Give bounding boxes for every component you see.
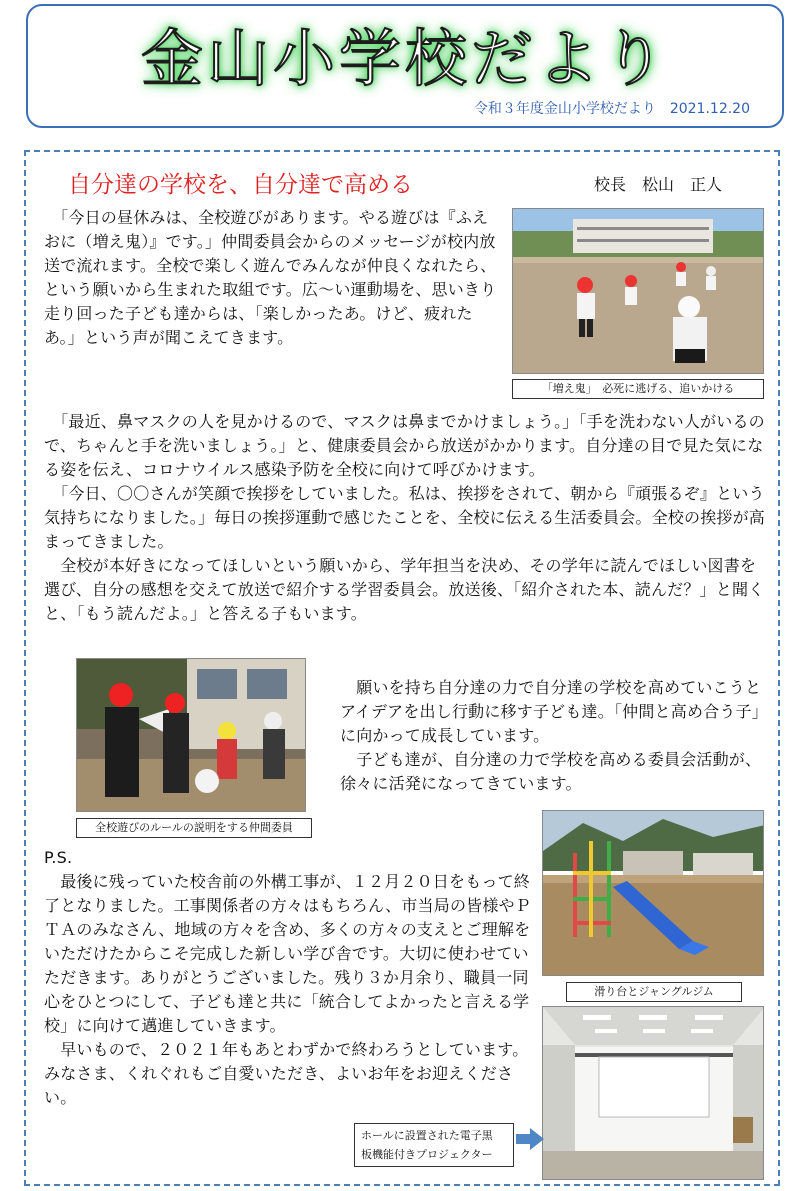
photo-rules-image bbox=[77, 659, 306, 812]
caption-tag-game: 「増え鬼」 必死に逃げる、追いかける bbox=[512, 379, 764, 399]
photo-tag-game bbox=[512, 208, 764, 374]
paragraph-tag-game: 「今日の昼休みは、全校遊びがあります。やる遊びは『ふえおに（増え鬼）』です。」仲間委員会からのメッセージが校内放送で流れます。全校で楽しく遊んでみんなが仲良くなれたら、という願いから生まれた取組です。広～い運動場を、思いきり走り回った子ども達からは、「楽しかったあ。けど、疲れたあ。」という声が聞こえてきます。 bbox=[44, 208, 497, 347]
photo-playground-image bbox=[543, 811, 764, 976]
photo-playground bbox=[542, 810, 764, 976]
masthead bbox=[26, 4, 784, 128]
paragraph-postscript: P.S. 最後に残っていた校舎前の外構工事が、１２月２０日をもって終了となりました。工事関係者の方々はもちろん、市当局の皆様やＰＴＡのみなさん、地域の方々を含め、多くの方々の支えとご理解をいただけたからこそ完成した新しい学び舎です。大切に使わせていただきます。ありがとうございました。残り３か月余り、職員一同心をひとつにして、子ども達と共に「統合してよかったと言える学校」に向けて邁進していきます。 早いもので、２０２１年もあとわずかで終わろうとしています。みなさま、くれぐれもご自愛いただき、よいお年をお迎えください。 bbox=[44, 848, 531, 1107]
article-headline: 自分達の学校を、自分達で高める bbox=[68, 172, 413, 198]
newsletter-title: 金山小学校だより bbox=[140, 22, 669, 95]
issue-date-line: 令和３年度金山小学校だより 2021.12.20 bbox=[473, 101, 750, 117]
article-author: 校長 松山 正人 bbox=[594, 175, 723, 194]
photo-tag-game-image bbox=[513, 209, 764, 374]
arrow-right-icon bbox=[516, 1128, 544, 1150]
photo-rules-explanation bbox=[76, 658, 306, 812]
caption-rules-explanation: 全校遊びのルールの説明をする仲間委員 bbox=[76, 818, 312, 838]
caption-playground: 滑り台とジャングルジム bbox=[566, 982, 742, 1002]
photo-hall-image bbox=[543, 1007, 764, 1180]
paragraph-growth: 願いを持ち自分達の力で自分達の学校を高めていこうとアイデアを出し行動に移す子ども達。「仲間と高め合う子」に向かって成長しています。 子ども達が、自分達の力で学校を高める委員会活動が、徐々に活発になってきています。 bbox=[340, 678, 768, 793]
caption-hall-projector: ホールに設置された電子黒 板機能付きプロジェクター bbox=[354, 1123, 514, 1167]
photo-hall-projector bbox=[542, 1006, 764, 1180]
paragraph-committees: 「最近、鼻マスクの人を見かけるので、マスクは鼻までかけましょう。」「手を洗わない人がいるので、ちゃんと手を洗いましょう。」と、健康委員会から放送がかかります。自分達の目で見た気になる姿を伝え、コロナウイルス感染予防を全校に向けて呼びかけます。 「今日、〇〇さんが笑顔で挨拶をしていました。私は、挨拶をされて、朝から『頑張るぞ』という気持ちになりました。」毎日の挨拶運動で感じたことを、全校に伝える生活委員会。全校の挨拶が高まってきました。 全校が本好きになってほしいという願いから、学年担当を決め、その学年に読んでほしい図書を選び、自分の感想を交えて放送で紹介する学習委員会。放送後、「紹介された本、読んだ？」と聞くと、「もう読んだよ。」と答える子もいます。 bbox=[44, 412, 766, 623]
